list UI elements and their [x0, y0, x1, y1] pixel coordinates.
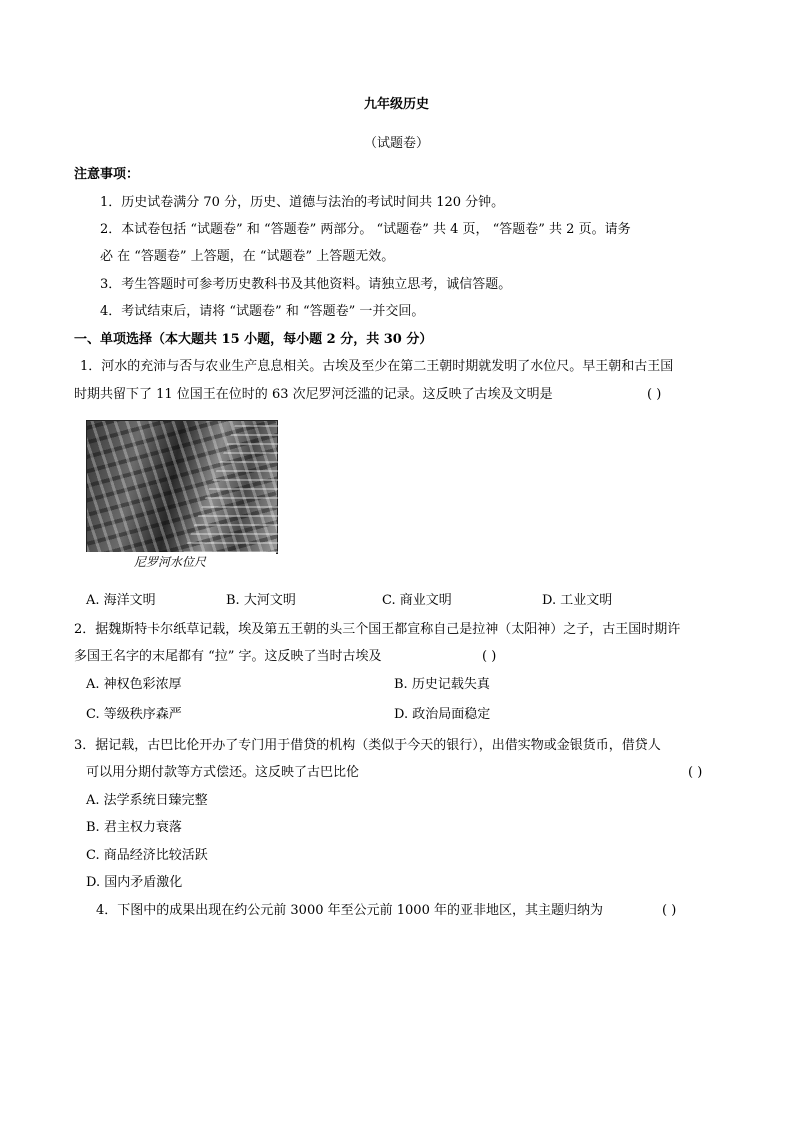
- notice-item: 4．考试结束后，请将 “试题卷” 和 “答题卷” 一并交回。: [100, 304, 425, 319]
- question-2-option-c: C. 等级秩序森严: [86, 707, 182, 722]
- photo-caption: 尼罗河水位尺: [86, 552, 276, 572]
- question-1-option-d: D. 工业文明: [542, 593, 613, 608]
- question-3-stem-line-2: 可以用分期付款等方式偿还。这反映了古巴比伦: [86, 765, 360, 780]
- question-3-option-b: B. 君主权力衰落: [86, 820, 182, 835]
- question-1-stem-line-2: 时期共留下了 11 位国王在位时的 63 次尼罗河泛滥的记录。这反映了古埃及文明是: [74, 387, 553, 402]
- question-3-answer-bracket: ( ): [688, 765, 703, 780]
- page-title: 九年级历史: [363, 97, 429, 112]
- question-1-option-b: B. 大河文明: [226, 593, 296, 608]
- question-2-stem-line-2: 多国王名字的末尾都有 “拉” 字。这反映了当时古埃及: [74, 649, 382, 664]
- nilometer-steps-texture: [183, 421, 361, 553]
- question-1-answer-bracket: ( ): [647, 387, 662, 402]
- notice-header: 注意事项：: [74, 167, 140, 182]
- notice-item: 必 在 “答题卷” 上答题，在 “试题卷” 上答题无效。: [100, 249, 395, 264]
- question-3-stem-line-1: 3．据记载，古巴比伦开办了专门用于借贷的机构（类似于今天的银行），出借实物或金银货币，借贷人: [74, 738, 661, 753]
- question-2-option-b: B. 历史记载失真: [394, 677, 490, 692]
- question-3-option-d: D. 国内矛盾激化: [86, 875, 183, 890]
- question-1-option-a: A. 海洋文明: [86, 593, 156, 608]
- question-2-answer-bracket: ( ): [482, 649, 497, 664]
- notice-item: 3．考生答题时可参考历史教科书及其他资料。请独立思考，诚信答题。: [100, 277, 512, 292]
- question-3-option-a: A. 法学系统日臻完整: [86, 793, 208, 808]
- notice-item: 1．历史试卷满分 70 分，历史、道德与法治的考试时间共 120 分钟。: [100, 195, 505, 210]
- section-header: 一、单项选择（本大题共 15 小题，每小题 2 分，共 30 分）: [74, 332, 433, 347]
- nile-nilometer-photo: [86, 420, 278, 554]
- question-4-answer-bracket: ( ): [662, 903, 677, 918]
- question-1-option-c: C. 商业文明: [382, 593, 452, 608]
- question-2-option-d: D. 政治局面稳定: [394, 707, 491, 722]
- question-1-stem-line-1: 1．河水的充沛与否与农业生产息息相关。古埃及至少在第二王朝时期就发明了水位尺。早王朝和古王国: [80, 359, 674, 374]
- page-subtitle: （试题卷）: [363, 136, 429, 151]
- question-2-stem-line-1: 2．据魏斯特卡尔纸草记载，埃及第五王朝的头三个国王都宣称自己是拉神（太阳神）之子，古王国时期许: [74, 622, 681, 637]
- notice-item: 2．本试卷包括 “试题卷” 和 “答题卷” 两部分。 “试题卷” 共 4 页， “答题卷” 共 2 页。请务: [100, 222, 631, 237]
- question-4-stem-line-1: 4．下图中的成果出现在约公元前 3000 年至公元前 1000 年的亚非地区，其主题归纳为: [96, 903, 603, 918]
- question-2-option-a: A. 神权色彩浓厚: [86, 677, 182, 692]
- question-3-option-c: C. 商品经济比较活跃: [86, 848, 208, 863]
